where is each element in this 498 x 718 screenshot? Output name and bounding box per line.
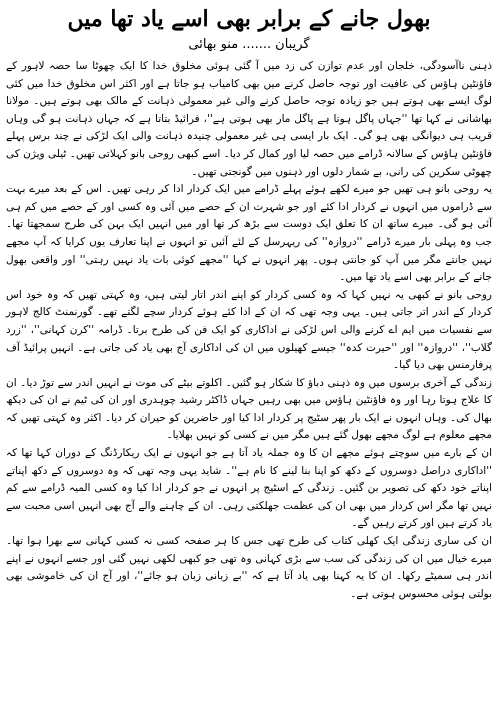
column-headline: بھول جانے کے برابر بھی اسے یاد تھا میں [67, 6, 431, 32]
body-paragraph: یہ روحی بانو ہی تھیں جو میرے لکھے ہوئے پہلے ڈرامے میں ایک کردار ادا کر رہی تھیں۔ اس کے بعد میرے بہت سے ڈراموں میں انہوں نے کردار ادا کئے اور جو شہرت ان کے حصے میں آئی وہ کسی اور کے حصے میں کم ہی آئی ہو گی۔ میرے ساتھ ان کا تعلق ایک دوست سے بڑھ کر تھا اور میں انہیں ایک بہن کی طرح سمجھتا تھا۔ جب وہ پہلی بار میرے ڈرامے ''دروازہ'' کی ریہرسل کے لئے آئیں تو انہوں نے اپنا تعارف یوں کرایا کہ آپ مجھے نہیں جانتے مگر میں آپ کو جانتی ہوں۔ پھر انہوں نے کہا ''مجھے کوئی بات یاد نہیں رہتی'' اور واقعی بھول جانے کے برابر بھی اسے یاد تھا میں۔ [6, 183, 492, 284]
body-paragraph: زندگی کے آخری برسوں میں وہ ذہنی دباؤ کا شکار ہو گئیں۔ اکلوتے بیٹے کی موت نے انہیں اندر سے توڑ دیا۔ ان کا علاج ہوتا رہا اور وہ فاؤنٹین ہاؤس میں بھی رہیں جہاں ڈاکٹر رشید چوہدری اور ان کی ٹیم نے ان کی دیکھ بھال کی۔ وہاں انہوں نے ایک بار پھر سٹیج پر کردار ادا کیا اور حاضرین کو حیران کر دیا۔ اکثر وہ کہتی تھیں کہ مجھے معلوم ہے لوگ مجھے بھول گئے ہیں مگر میں نے کسی کو نہیں بھلایا۔ [6, 376, 492, 442]
body-paragraph: روحی بانو نے کبھی یہ نہیں کہا کہ وہ کسی کردار کو اپنے اندر اتار لیتی ہیں، وہ کہتی تھیں کہ وہ خود اس کردار کے اندر اتر جاتی ہیں۔ یہی وجہ تھی کہ ان کے ادا کئے ہوئے کردار سچے لگتے تھے۔ گورنمنٹ کالج لاہور سے نفسیات میں ایم اے کرنے والی اس لڑکی نے اداکاری کو ایک فن کی طرح برتا۔ ڈرامہ ''کرن کہانی''، ''زرد گلاب''، ''دروازہ'' اور ''حیرت کدہ'' جیسے کھیلوں میں ان کی اداکاری آج بھی یاد کی جاتی ہے۔ انہیں پرائیڈ آف پرفارمنس بھی دیا گیا۔ [6, 288, 492, 372]
column-body [0, 58, 498, 603]
body-paragraph: ذہنی ناآسودگی، خلجان اور عدم توازن کی زد میں آ گئی ہوئی مخلوق خدا کا ایک چھوٹا سا حصہ لاہور کے فاؤنٹین ہاؤس کی عافیت اور توجہ حاصل کرنے میں بھی کامیاب ہو جاتا ہے اور اکثر اس مخلوق خدا میں کئی لوگ ایسے بھی ہوتے ہیں جو زیادہ توجہ حاصل کرنے والی غیر معمولی ذہانت کے مالک بھی ہوتے ہیں۔ مولانا بھاشانی نے کہا تھا ''جہاں پاگل ہوتا ہے پاگل مار بھی ہوتی ہے''، فرائیڈ بتاتا ہے کہ جہاں ذہانت ہو گی وہاں قریب ہی دیوانگی بھی ہو گی۔ ایک بار ایسی ہی غیر معمولی چنیدہ ذہانت والی ایک لڑکی نے چند برس پہلے فاؤنٹین ہاؤس کے سالانہ ڈرامے میں حصہ لیا اور کمال کر دیا۔ اسے کبھی روحی بانو کہلاتی تھیں۔ ٹیلی ویژن کی چھوٹی سکرین کی رانی، بے شمار دلوں اور ذہنوں میں گونجتی تھیں۔ [6, 60, 492, 178]
author-name: منو بھائی [188, 37, 239, 52]
body-paragraph: ان کی ساری زندگی ایک کھلی کتاب کی طرح تھی جس کا ہر صفحہ کسی نہ کسی کہانی سے بھرا ہوا تھا۔ میرے خیال میں ان کی زندگی کی سب سے بڑی کہانی وہ تھی جو کبھی لکھی نہیں گئی اور جسے انہوں نے اپنے اندر ہی سمیٹے رکھا۔ ان کا یہ کہنا بھی یاد آتا ہے کہ ''بے زبانی زبان ہو جائے''، اور آج ان کی خاموشی بھی بولتی ہوئی محسوس ہوتی ہے۔ [6, 535, 492, 600]
byline [0, 36, 498, 54]
column-title: گریبان [275, 37, 310, 52]
body-paragraph: ان کے بارے میں سوچتے ہوئے مجھے ان کا وہ جملہ یاد آتا ہے جو انہوں نے ایک ریکارڈنگ کے دوران کہا تھا کہ ''اداکاری دراصل دوسروں کے دکھ کو اپنا بنا لینے کا نام ہے''۔ شاید یہی وجہ تھی کہ وہ دوسروں کے دکھ اپناتے اپناتے خود دکھ کی تصویر بن گئیں۔ زندگی کے اسٹیج پر انہوں نے جو کردار ادا کیا وہ کسی المیہ ڈرامے سے کم نہیں تھا مگر اس کردار میں بھی ان کی عظمت جھلکتی رہی۔ ان کے چاہنے والے آج بھی انہیں اسی محبت سے یاد کرتے ہیں اور کرتے رہیں گے۔ [6, 447, 492, 530]
byline-separator: ....... [242, 37, 272, 52]
